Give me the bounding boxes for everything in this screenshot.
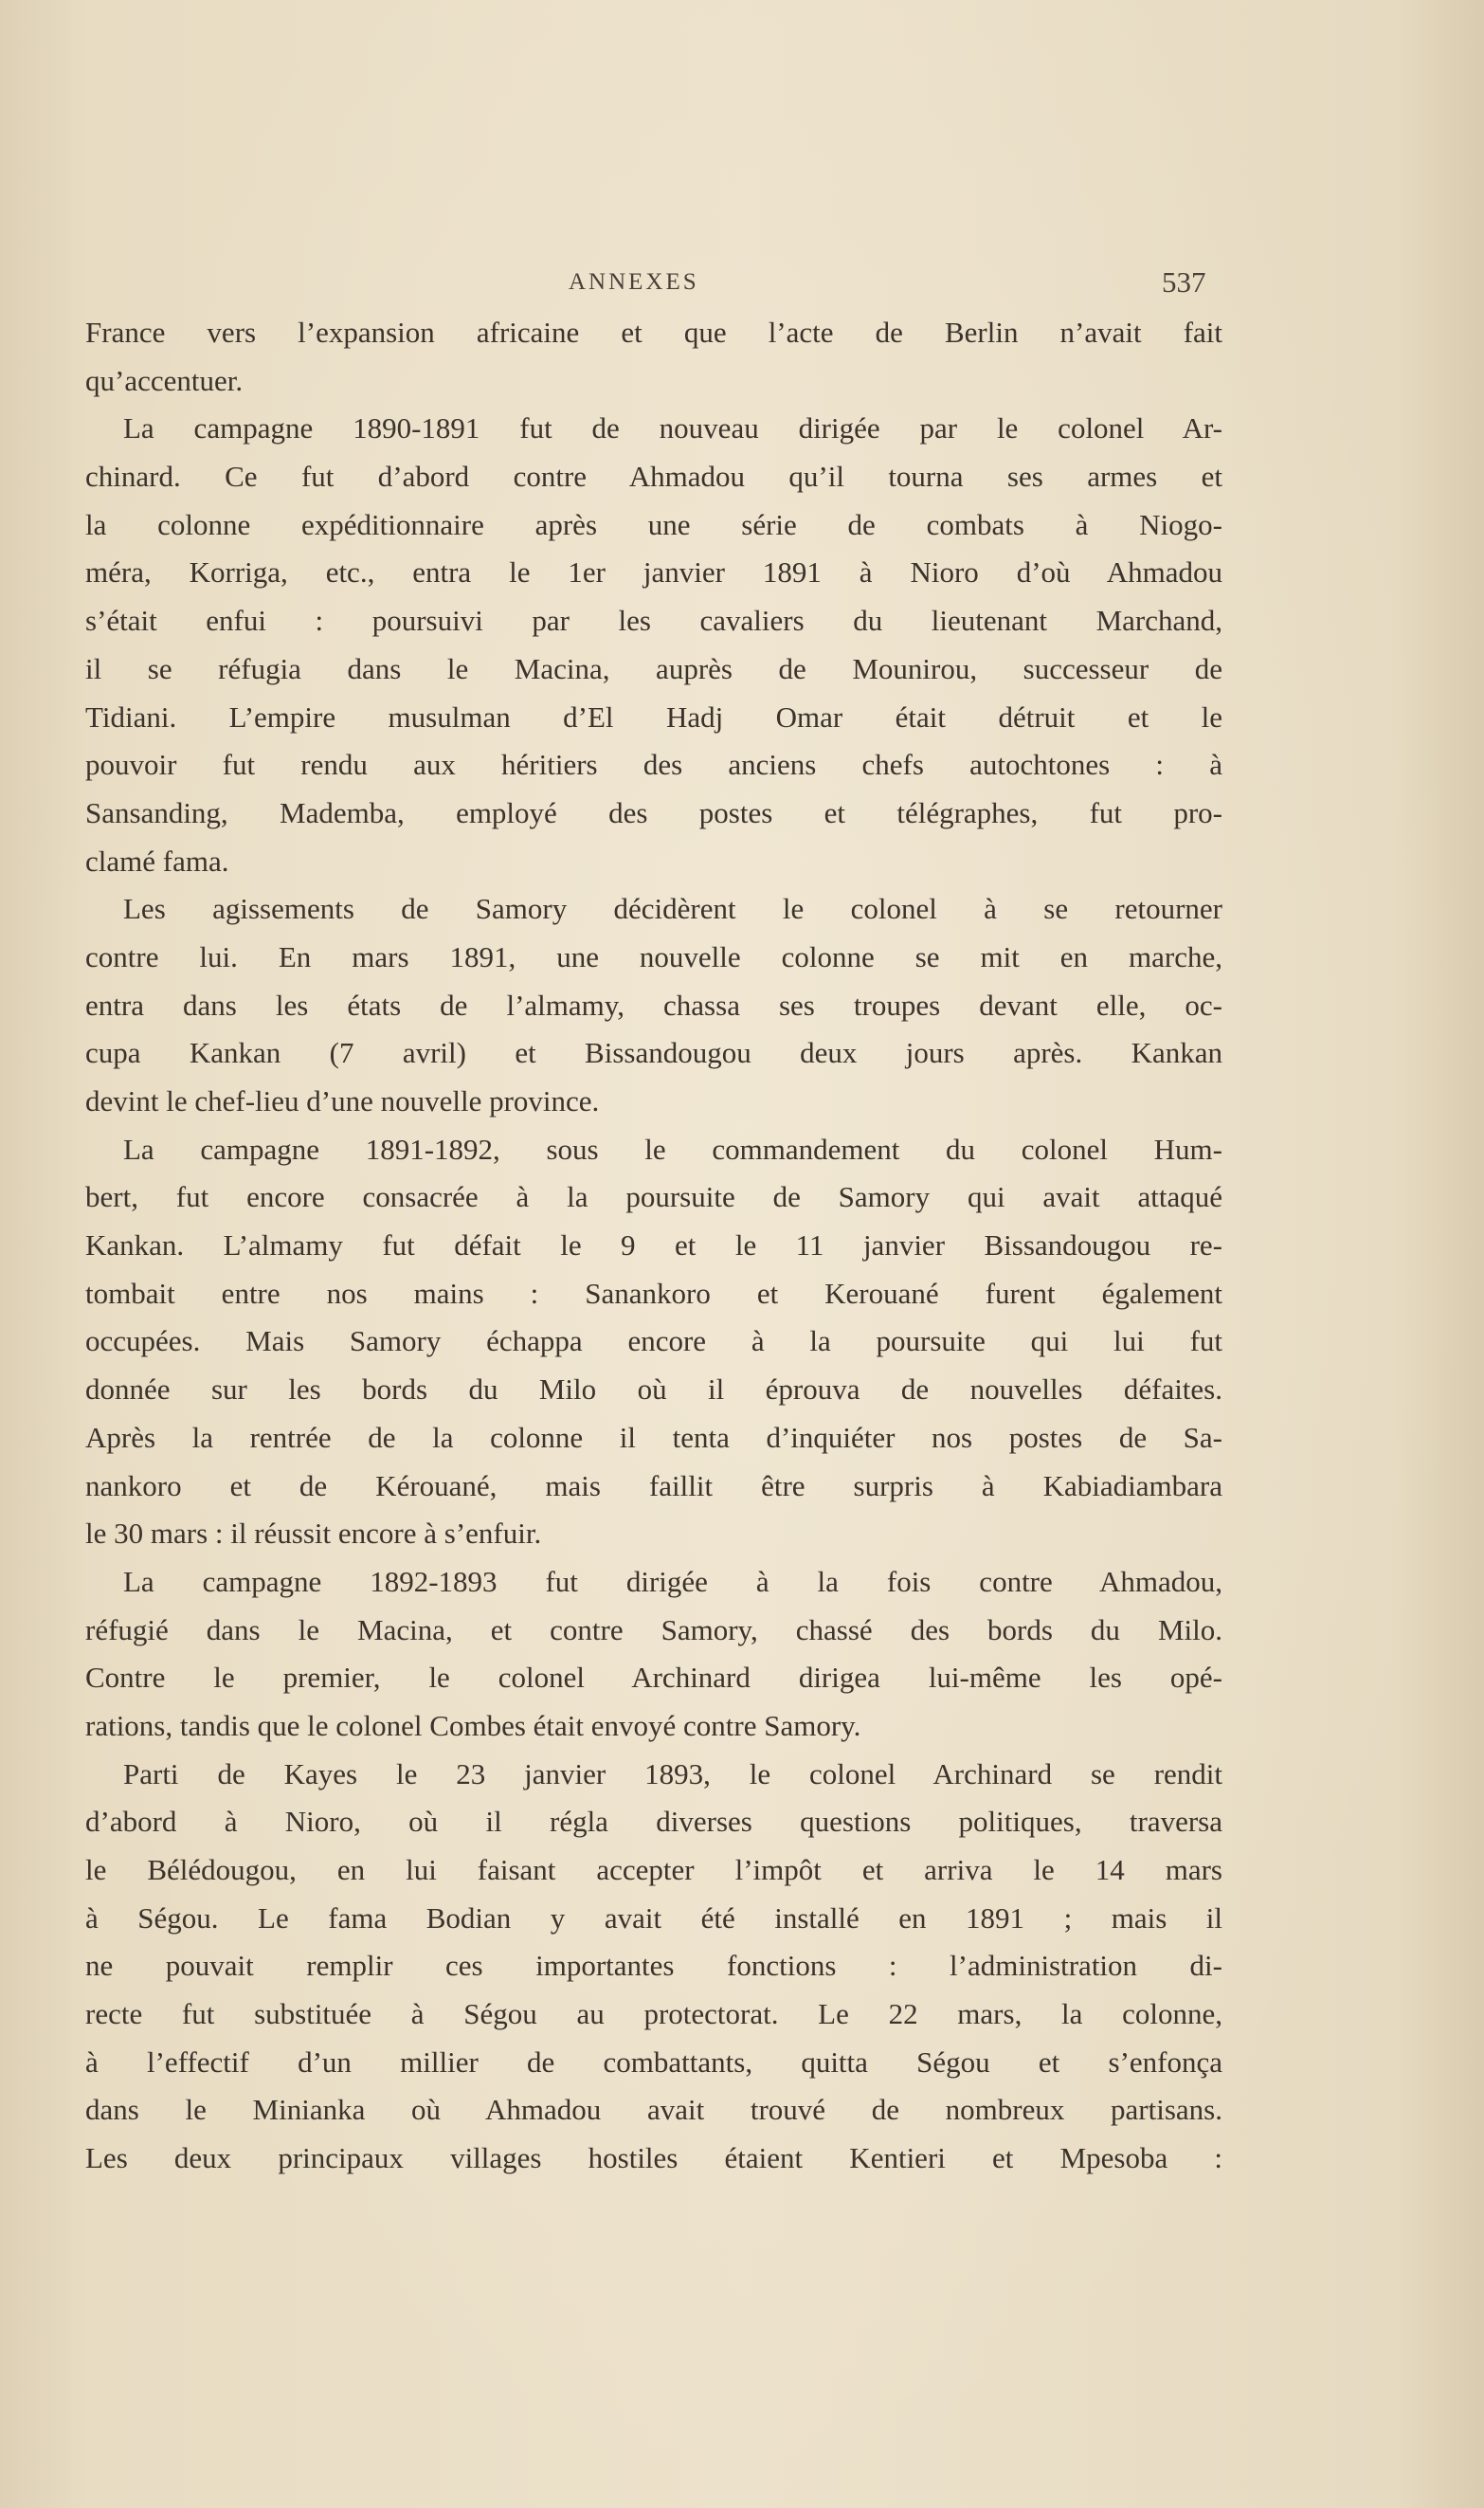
text-line: entra dans les états de l’almamy, chassa ses troupes devant elle, oc- [85,988,1222,1022]
text-line: s’était enfui : poursuivi par les cavaliers du lieutenant Marchand, [85,604,1222,638]
text-line: dans le Minianka où Ahmadou avait trouvé de nombreux partisans. [85,2093,1222,2127]
text-line: La campagne 1892-1893 fut dirigée à la fois contre Ahmadou, [123,1564,1222,1598]
text-line: Kankan. L’almamy fut défait le 9 et le 11 janvier Bissandougou re- [85,1228,1222,1263]
text-line: cupa Kankan (7 avril) et Bissandougou deux jours après. Kankan [85,1036,1222,1070]
running-head [0,265,1484,303]
page-number: 537 [1162,265,1206,299]
text-line: chinard. Ce fut d’abord contre Ahmadou qu’il tourna ses armes et [85,460,1222,494]
text-line: Les deux principaux villages hostiles étaient Kentieri et Mpesoba : [85,2141,1222,2175]
text-line: méra, Korriga, etc., entra le 1er janvier 1891 à Nioro d’où Ahmadou [85,555,1222,590]
text-line: qu’accentuer. [85,363,244,397]
text-line: clamé fama. [85,844,229,878]
text-line: La campagne 1890-1891 fut de nouveau dirigée par le colonel Ar- [123,411,1222,445]
text-line: réfugié dans le Macina, et contre Samory, chassé des bords du Milo. [85,1612,1222,1646]
text-line: Contre le premier, le colonel Archinard dirigea lui-même les opé- [85,1661,1222,1695]
text-line: rations, tandis que le colonel Combes était envoyé contre Samory. [85,1708,861,1742]
text-line: France vers l’expansion africaine et que l’acte de Berlin n’avait fait [85,316,1222,349]
text-line: le Bélédougou, en lui faisant accepter l’impôt et arriva le 14 mars [85,1853,1222,1886]
text-line: nankoro et de Kérouané, mais faillit être surpris à Kabiadiambara [85,1468,1222,1502]
text-line: la colonne expéditionnaire après une série de combats à Niogo- [85,507,1222,541]
text-line: Parti de Kayes le 23 janvier 1893, le colonel Archinard se rendit [123,1756,1222,1790]
text-line: Tidiani. L’empire musulman d’El Hadj Omar était détruit et le [85,700,1222,734]
text-line: il se réfugia dans le Macina, auprès de Mounirou, successeur de [85,651,1222,685]
text-line: occupées. Mais Samory échappa encore à la poursuite qui lui fut [85,1324,1222,1358]
body-text [85,309,1222,2183]
text-line: à Ségou. Le fama Bodian y avait été installé en 1891 ; mais il [85,1900,1222,1935]
text-line: contre lui. En mars 1891, une nouvelle colonne se mit en marche, [85,939,1222,973]
text-line: La campagne 1891-1892, sous le commandement du colonel Hum- [123,1132,1222,1166]
text-line: donnée sur les bords du Milo où il éprouva de nouvelles défaites. [85,1372,1222,1407]
text-line: ne pouvait remplir ces importantes fonctions : l’administration di- [85,1949,1222,1983]
text-line: le 30 mars : il réussit encore à s’enfuir. [85,1517,542,1551]
text-line: pouvoir fut rendu aux héritiers des anciens chefs autochtones : à [85,748,1222,782]
text-line: Après la rentrée de la colonne il tenta d’inquiéter nos postes de Sa- [85,1420,1222,1454]
text-line: tombait entre nos mains : Sanankoro et Kerouané furent également [85,1276,1222,1310]
text-line: Les agissements de Samory décidèrent le colonel à se retourner [123,892,1222,926]
text-line: devint le chef-lieu d’une nouvelle province. [85,1084,600,1118]
text-line: bert, fut encore consacrée à la poursuite de Samory qui avait attaqué [85,1180,1222,1214]
text-line: à l’effectif d’un millier de combattants, quitta Ségou et s’enfonça [85,2045,1222,2079]
text-line: Sansanding, Mademba, employé des postes et télégraphes, fut pro- [85,795,1222,829]
text-line: d’abord à Nioro, où il régla diverses questions politiques, traversa [85,1805,1222,1839]
running-head-title: ANNEXES [569,269,699,295]
text-line: recte fut substituée à Ségou au protectorat. Le 22 mars, la colonne, [85,1997,1222,2031]
